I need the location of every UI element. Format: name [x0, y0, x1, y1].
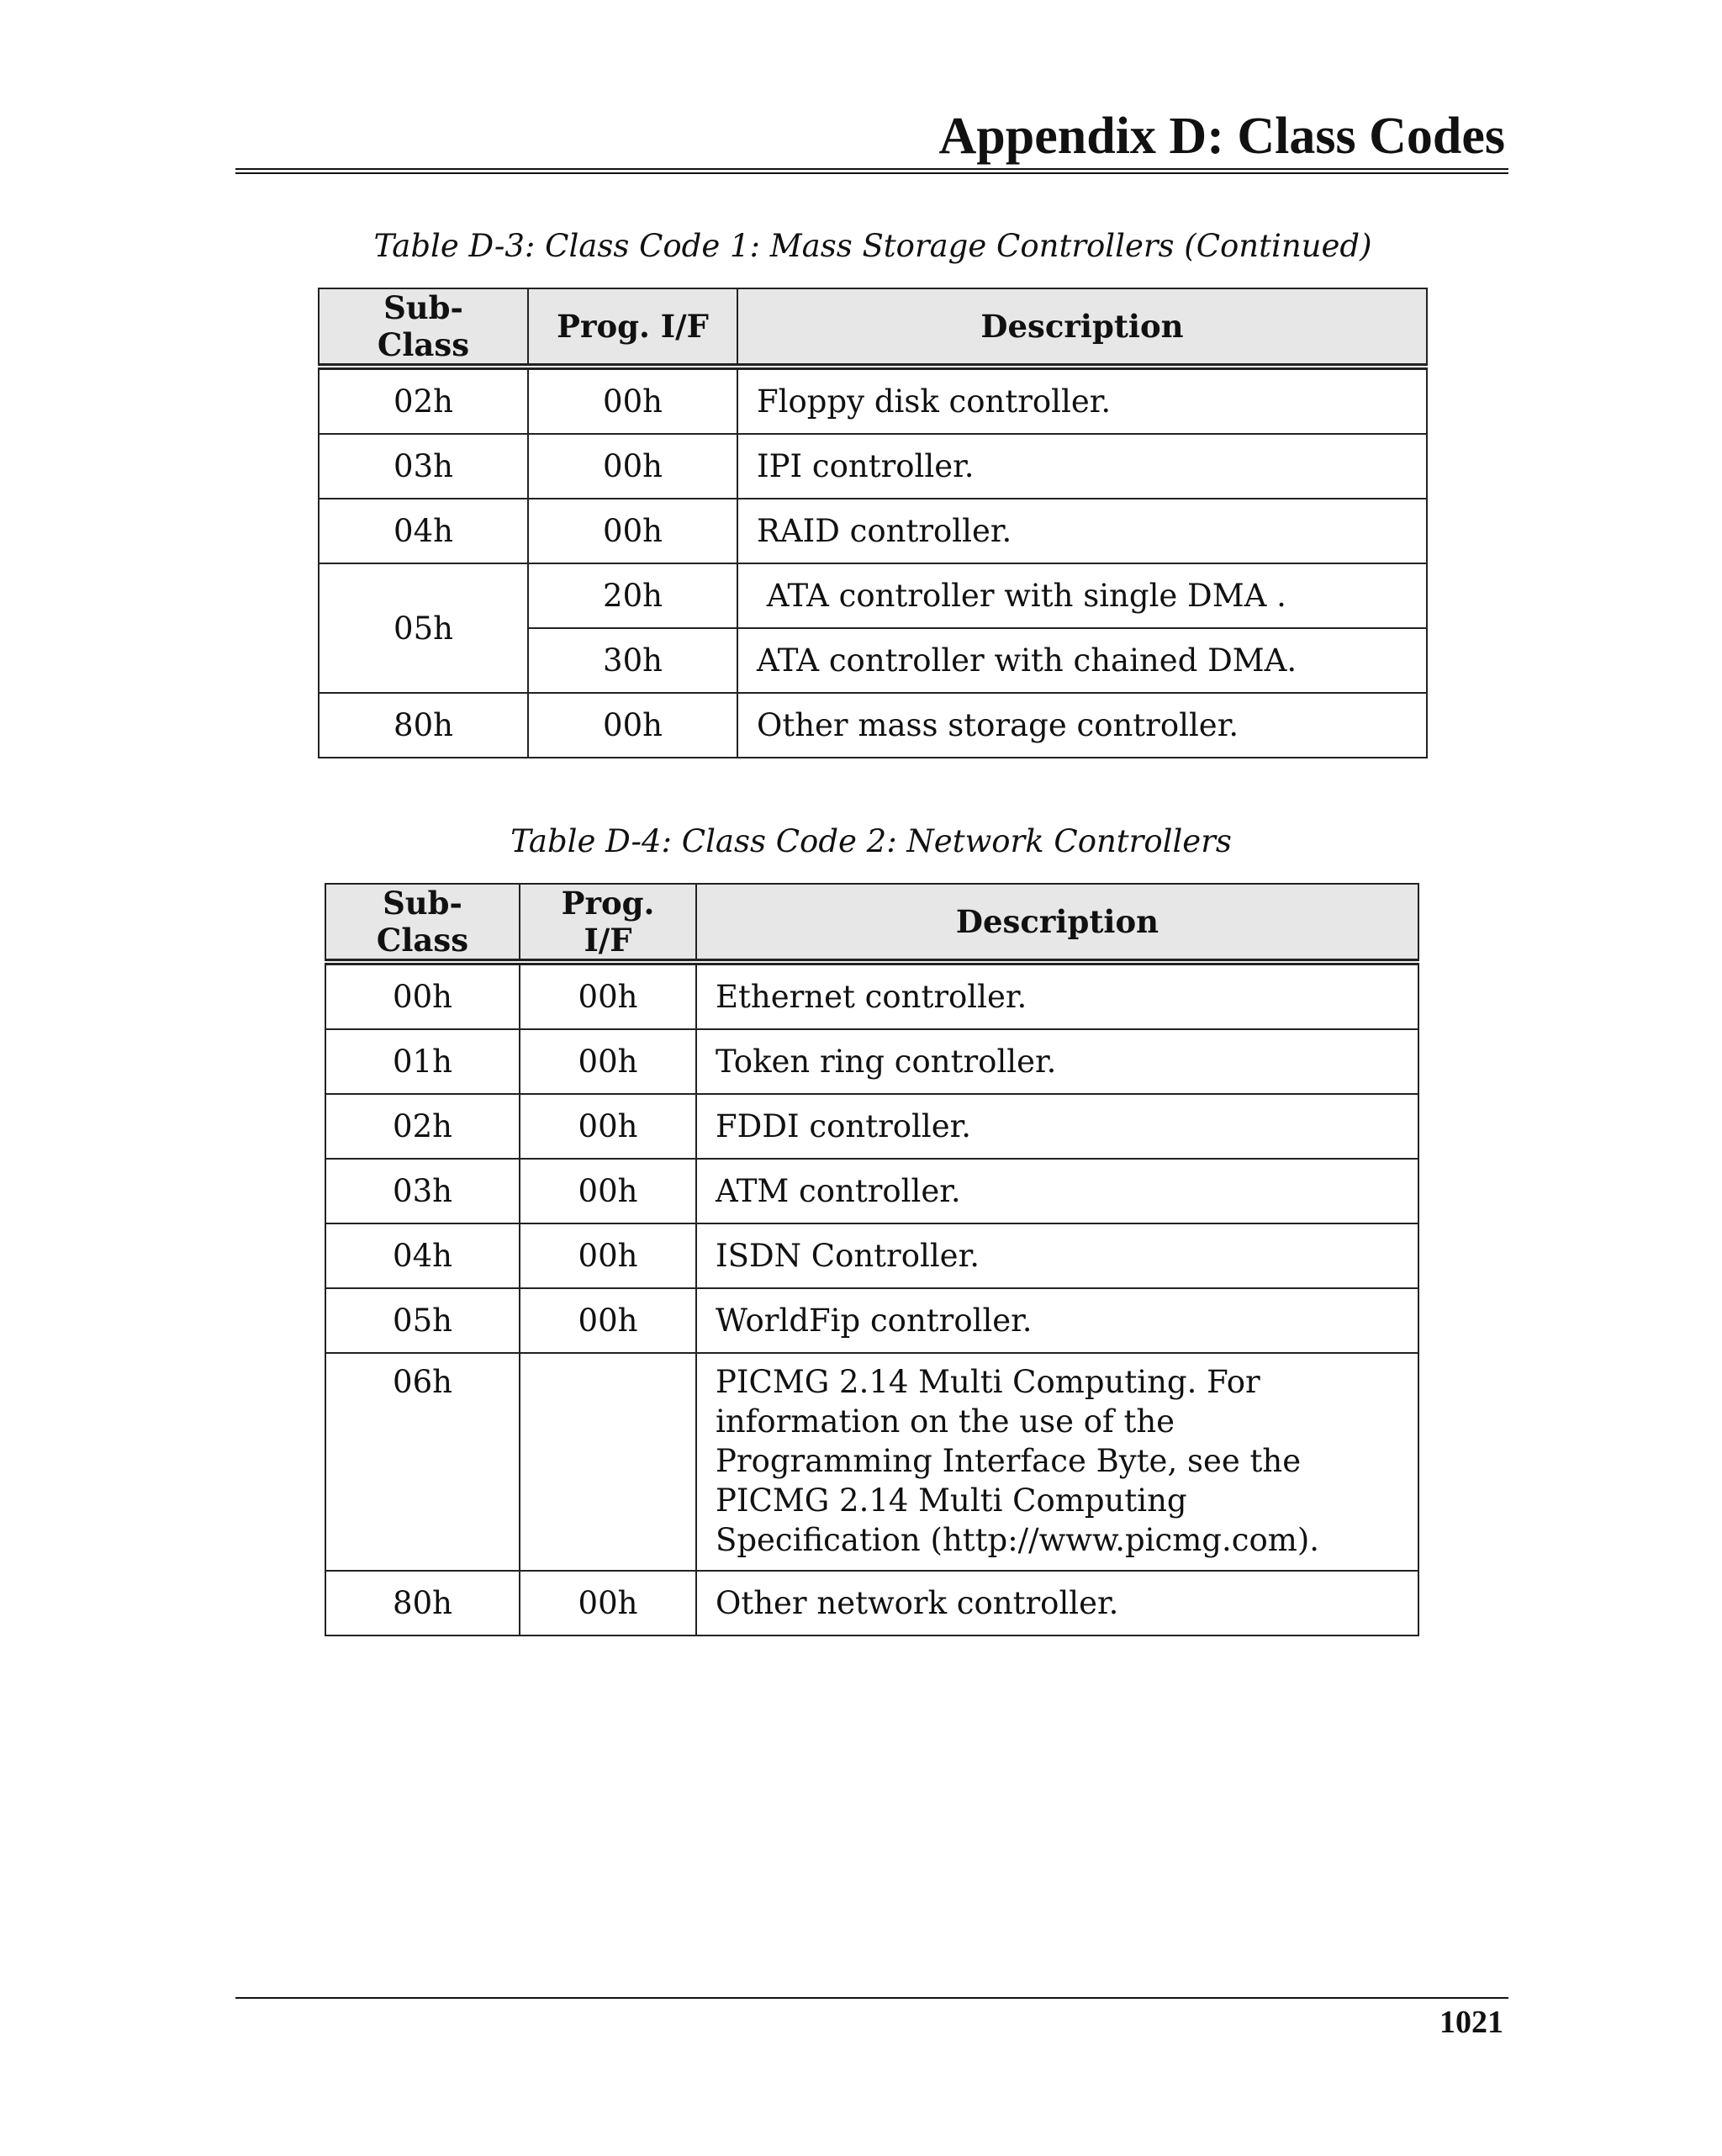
table-header-row [325, 884, 1418, 962]
cell-sub-class: 04h [319, 499, 528, 563]
cell-sub-class: 00h [325, 962, 520, 1029]
cell-sub-class: 06h [325, 1353, 520, 1571]
column-header-prog-if: Prog. I/F [528, 288, 737, 367]
cell-prog-if: 00h [528, 693, 737, 758]
table-row [319, 693, 1427, 758]
cell-description: ATA controller with chained DMA. [737, 628, 1427, 693]
cell-description: Floppy disk controller. [737, 367, 1427, 434]
cell-sub-class: 01h [325, 1029, 520, 1094]
cell-prog-if: 30h [528, 628, 737, 693]
cell-sub-class: 80h [325, 1571, 520, 1635]
cell-prog-if [520, 1353, 696, 1571]
cell-prog-if: 20h [528, 563, 737, 628]
column-header-prog-if: Prog. I/F [520, 884, 696, 962]
cell-description: FDDI controller. [696, 1094, 1418, 1159]
cell-sub-class: 03h [319, 434, 528, 499]
cell-sub-class: 05h [325, 1288, 520, 1353]
cell-description: WorldFip controller. [696, 1288, 1418, 1353]
cell-prog-if: 00h [528, 434, 737, 499]
cell-description: IPI controller. [737, 434, 1427, 499]
cell-description: Ethernet controller. [696, 962, 1418, 1029]
page-number: 1021 [1439, 2005, 1503, 2040]
table-row [319, 499, 1427, 563]
table-row [325, 1353, 1418, 1571]
table-row [325, 1029, 1418, 1094]
cell-sub-class: 03h [325, 1159, 520, 1223]
column-header-description: Description [737, 288, 1427, 367]
table-row [325, 1094, 1418, 1159]
table-row [319, 434, 1427, 499]
cell-prog-if: 00h [520, 962, 696, 1029]
table-row [325, 1288, 1418, 1353]
cell-description: ISDN Controller. [696, 1223, 1418, 1288]
table-row [325, 1223, 1418, 1288]
cell-description: PICMG 2.14 Multi Computing. For information on the use of the Programming Interface Byte, see the PICMG 2.14 Multi Computing Specification (http://www.picmg.com). [696, 1353, 1418, 1571]
table-d3 [318, 288, 1428, 758]
table-row [325, 962, 1418, 1029]
column-header-description: Description [696, 884, 1418, 962]
column-header-sub-class: Sub-Class [325, 884, 520, 962]
cell-prog-if: 00h [520, 1571, 696, 1635]
page-title: Appendix D: Class Codes [938, 108, 1505, 165]
cell-sub-class: 02h [319, 367, 528, 434]
cell-sub-class: 02h [325, 1094, 520, 1159]
cell-description: Other mass storage controller. [737, 693, 1427, 758]
table-row [319, 563, 1427, 628]
table-d3-caption: Table D-3: Class Code 1: Mass Storage Controllers (Continued) [373, 228, 1372, 264]
table-header-row [319, 288, 1427, 367]
footer-rule [235, 1997, 1508, 1999]
cell-description: Other network controller. [696, 1571, 1418, 1635]
header-rule [235, 168, 1508, 174]
table-row [325, 1159, 1418, 1223]
cell-prog-if: 00h [520, 1288, 696, 1353]
cell-sub-class: 04h [325, 1223, 520, 1288]
cell-description: RAID controller. [737, 499, 1427, 563]
cell-prog-if: 00h [520, 1223, 696, 1288]
table-d4-caption: Table D-4: Class Code 2: Network Controllers [510, 823, 1232, 859]
table-row [319, 367, 1427, 434]
cell-prog-if: 00h [520, 1094, 696, 1159]
column-header-sub-class: Sub-Class [319, 288, 528, 367]
cell-description: ATM controller. [696, 1159, 1418, 1223]
cell-prog-if: 00h [520, 1029, 696, 1094]
cell-prog-if: 00h [520, 1159, 696, 1223]
cell-prog-if: 00h [528, 367, 737, 434]
table-d4 [325, 883, 1419, 1636]
cell-sub-class: 80h [319, 693, 528, 758]
cell-description: ATA controller with single DMA . [737, 563, 1427, 628]
cell-description: Token ring controller. [696, 1029, 1418, 1094]
cell-prog-if: 00h [528, 499, 737, 563]
cell-sub-class: 05h [319, 563, 528, 693]
table-row [325, 1571, 1418, 1635]
